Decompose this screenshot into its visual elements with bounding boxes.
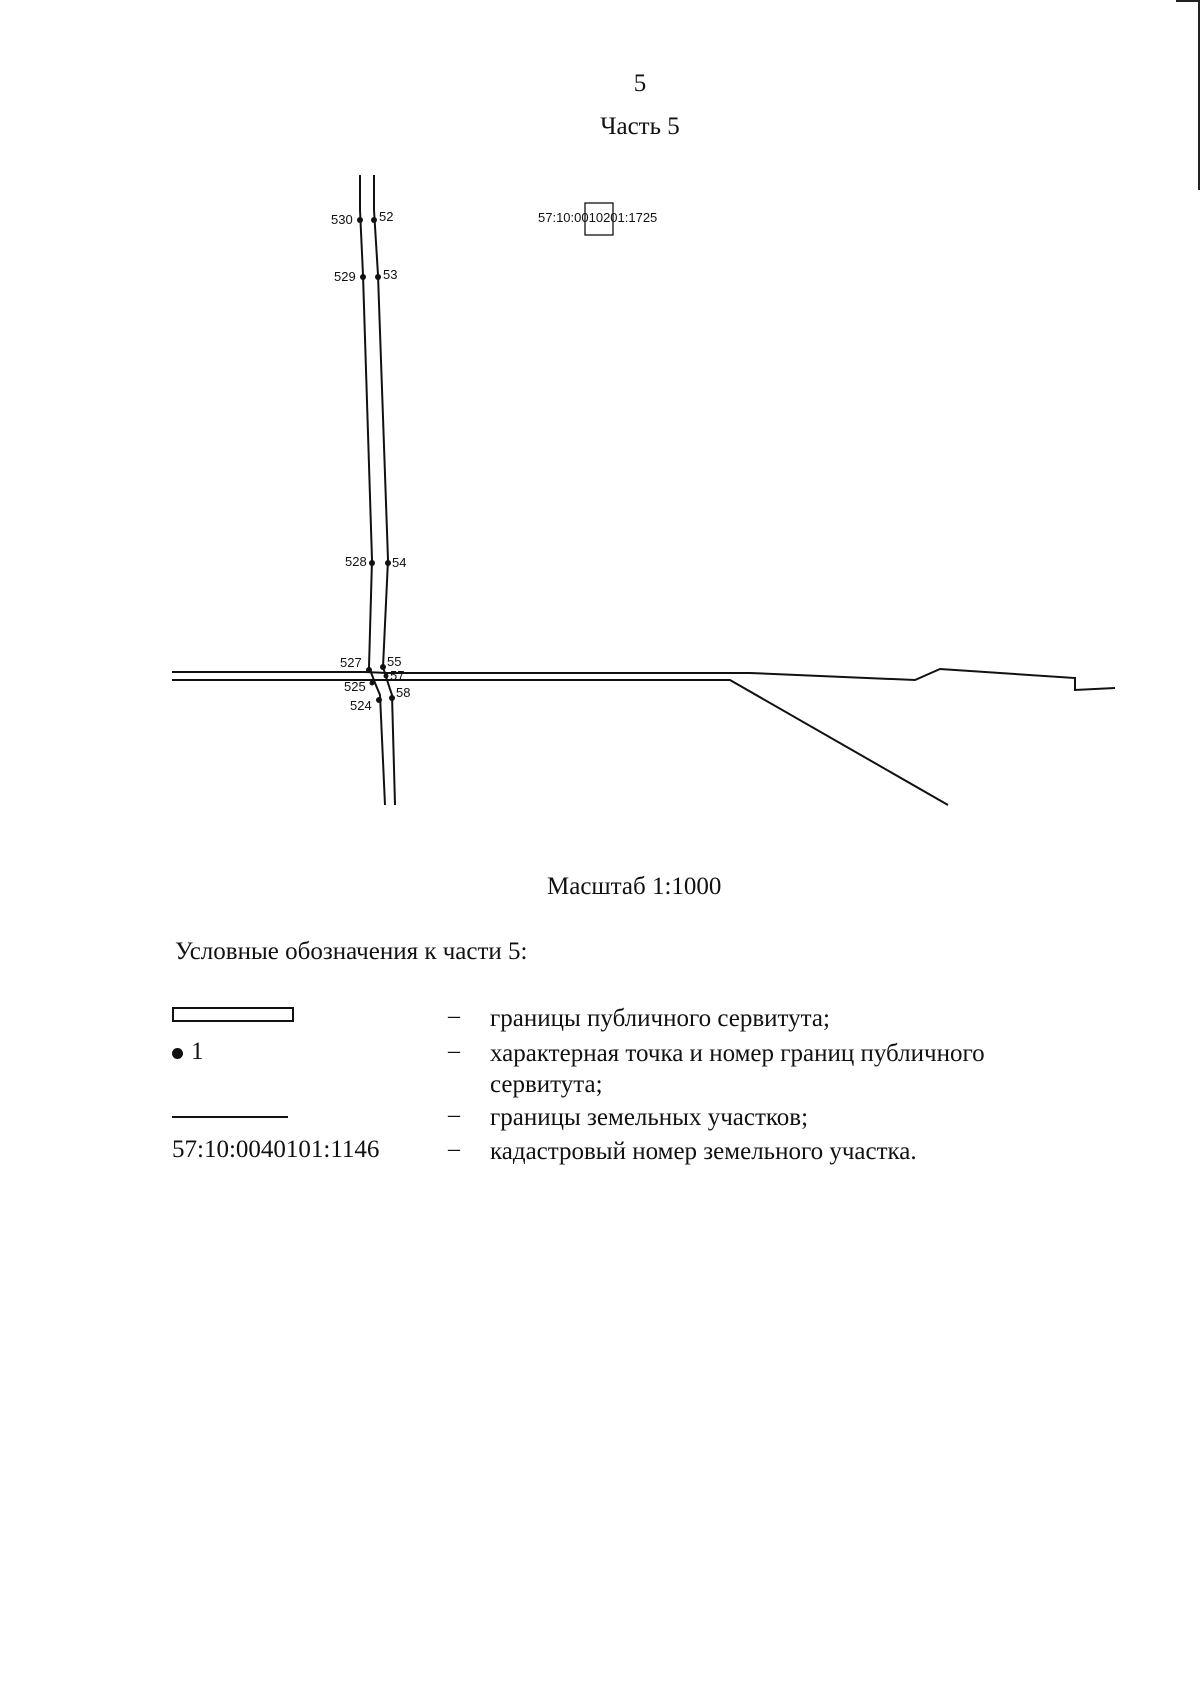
boundary-point-55 xyxy=(380,664,386,670)
map-scale: Масштаб 1:1000 xyxy=(547,873,722,900)
legend-symbol-cadastral-number: 57:10:0040101:1146 xyxy=(172,1136,380,1163)
legend-dash: – xyxy=(448,1136,460,1162)
point-label-57: 57 xyxy=(390,668,405,683)
legend-description: характерная точка и номер границ публичного сервитута; xyxy=(490,1040,985,1098)
legend-description: границы публичного сервитута; xyxy=(490,1005,830,1032)
legend-description: кадастровый номер земельного участка. xyxy=(490,1138,917,1165)
parcel-label: 57:10:0010201:1725 xyxy=(538,210,658,225)
point-label-58: 58 xyxy=(396,685,411,700)
boundary-point-54 xyxy=(385,560,391,566)
boundary-point-525 xyxy=(370,681,375,686)
boundary-point-527 xyxy=(366,667,372,673)
point-label-528: 528 xyxy=(345,554,367,569)
parcel-boundary-road-bottom xyxy=(172,680,948,805)
point-label-529: 529 xyxy=(334,269,356,284)
legend-dash: – xyxy=(448,1038,460,1064)
part-title: Часть 5 xyxy=(600,113,680,140)
boundary-point-529 xyxy=(360,274,366,280)
boundary-point-57 xyxy=(384,674,389,679)
point-label-524: 524 xyxy=(350,698,372,713)
point-label-527: 527 xyxy=(340,655,362,670)
boundary-point-524 xyxy=(376,697,382,703)
legend-symbol-point xyxy=(172,1038,204,1066)
legend-symbol-box xyxy=(172,1007,294,1022)
parcel-boundaries xyxy=(172,175,1115,805)
boundary-point-530 xyxy=(357,217,363,223)
point-label-52: 52 xyxy=(379,209,394,224)
legend-symbol-point-number: 1 xyxy=(191,1038,204,1065)
point-label-525: 525 xyxy=(344,679,366,694)
legend-title: Условные обозначения к части 5: xyxy=(175,938,528,965)
boundary-point-528 xyxy=(369,560,375,566)
boundary-point-58 xyxy=(389,695,395,701)
page-number: 5 xyxy=(633,70,647,97)
legend-dash: – xyxy=(448,1003,460,1029)
boundary-point-53 xyxy=(375,274,381,280)
point-dot-icon xyxy=(172,1048,183,1059)
point-label-53: 53 xyxy=(383,267,398,282)
point-label-55: 55 xyxy=(387,654,402,669)
legend-description: границы земельных участков; xyxy=(490,1104,809,1131)
point-label-530: 530 xyxy=(331,212,353,227)
legend-dash: – xyxy=(448,1102,460,1128)
legend-symbol-line xyxy=(172,1116,288,1118)
point-label-54: 54 xyxy=(392,555,407,570)
boundary-point-52 xyxy=(371,217,377,223)
